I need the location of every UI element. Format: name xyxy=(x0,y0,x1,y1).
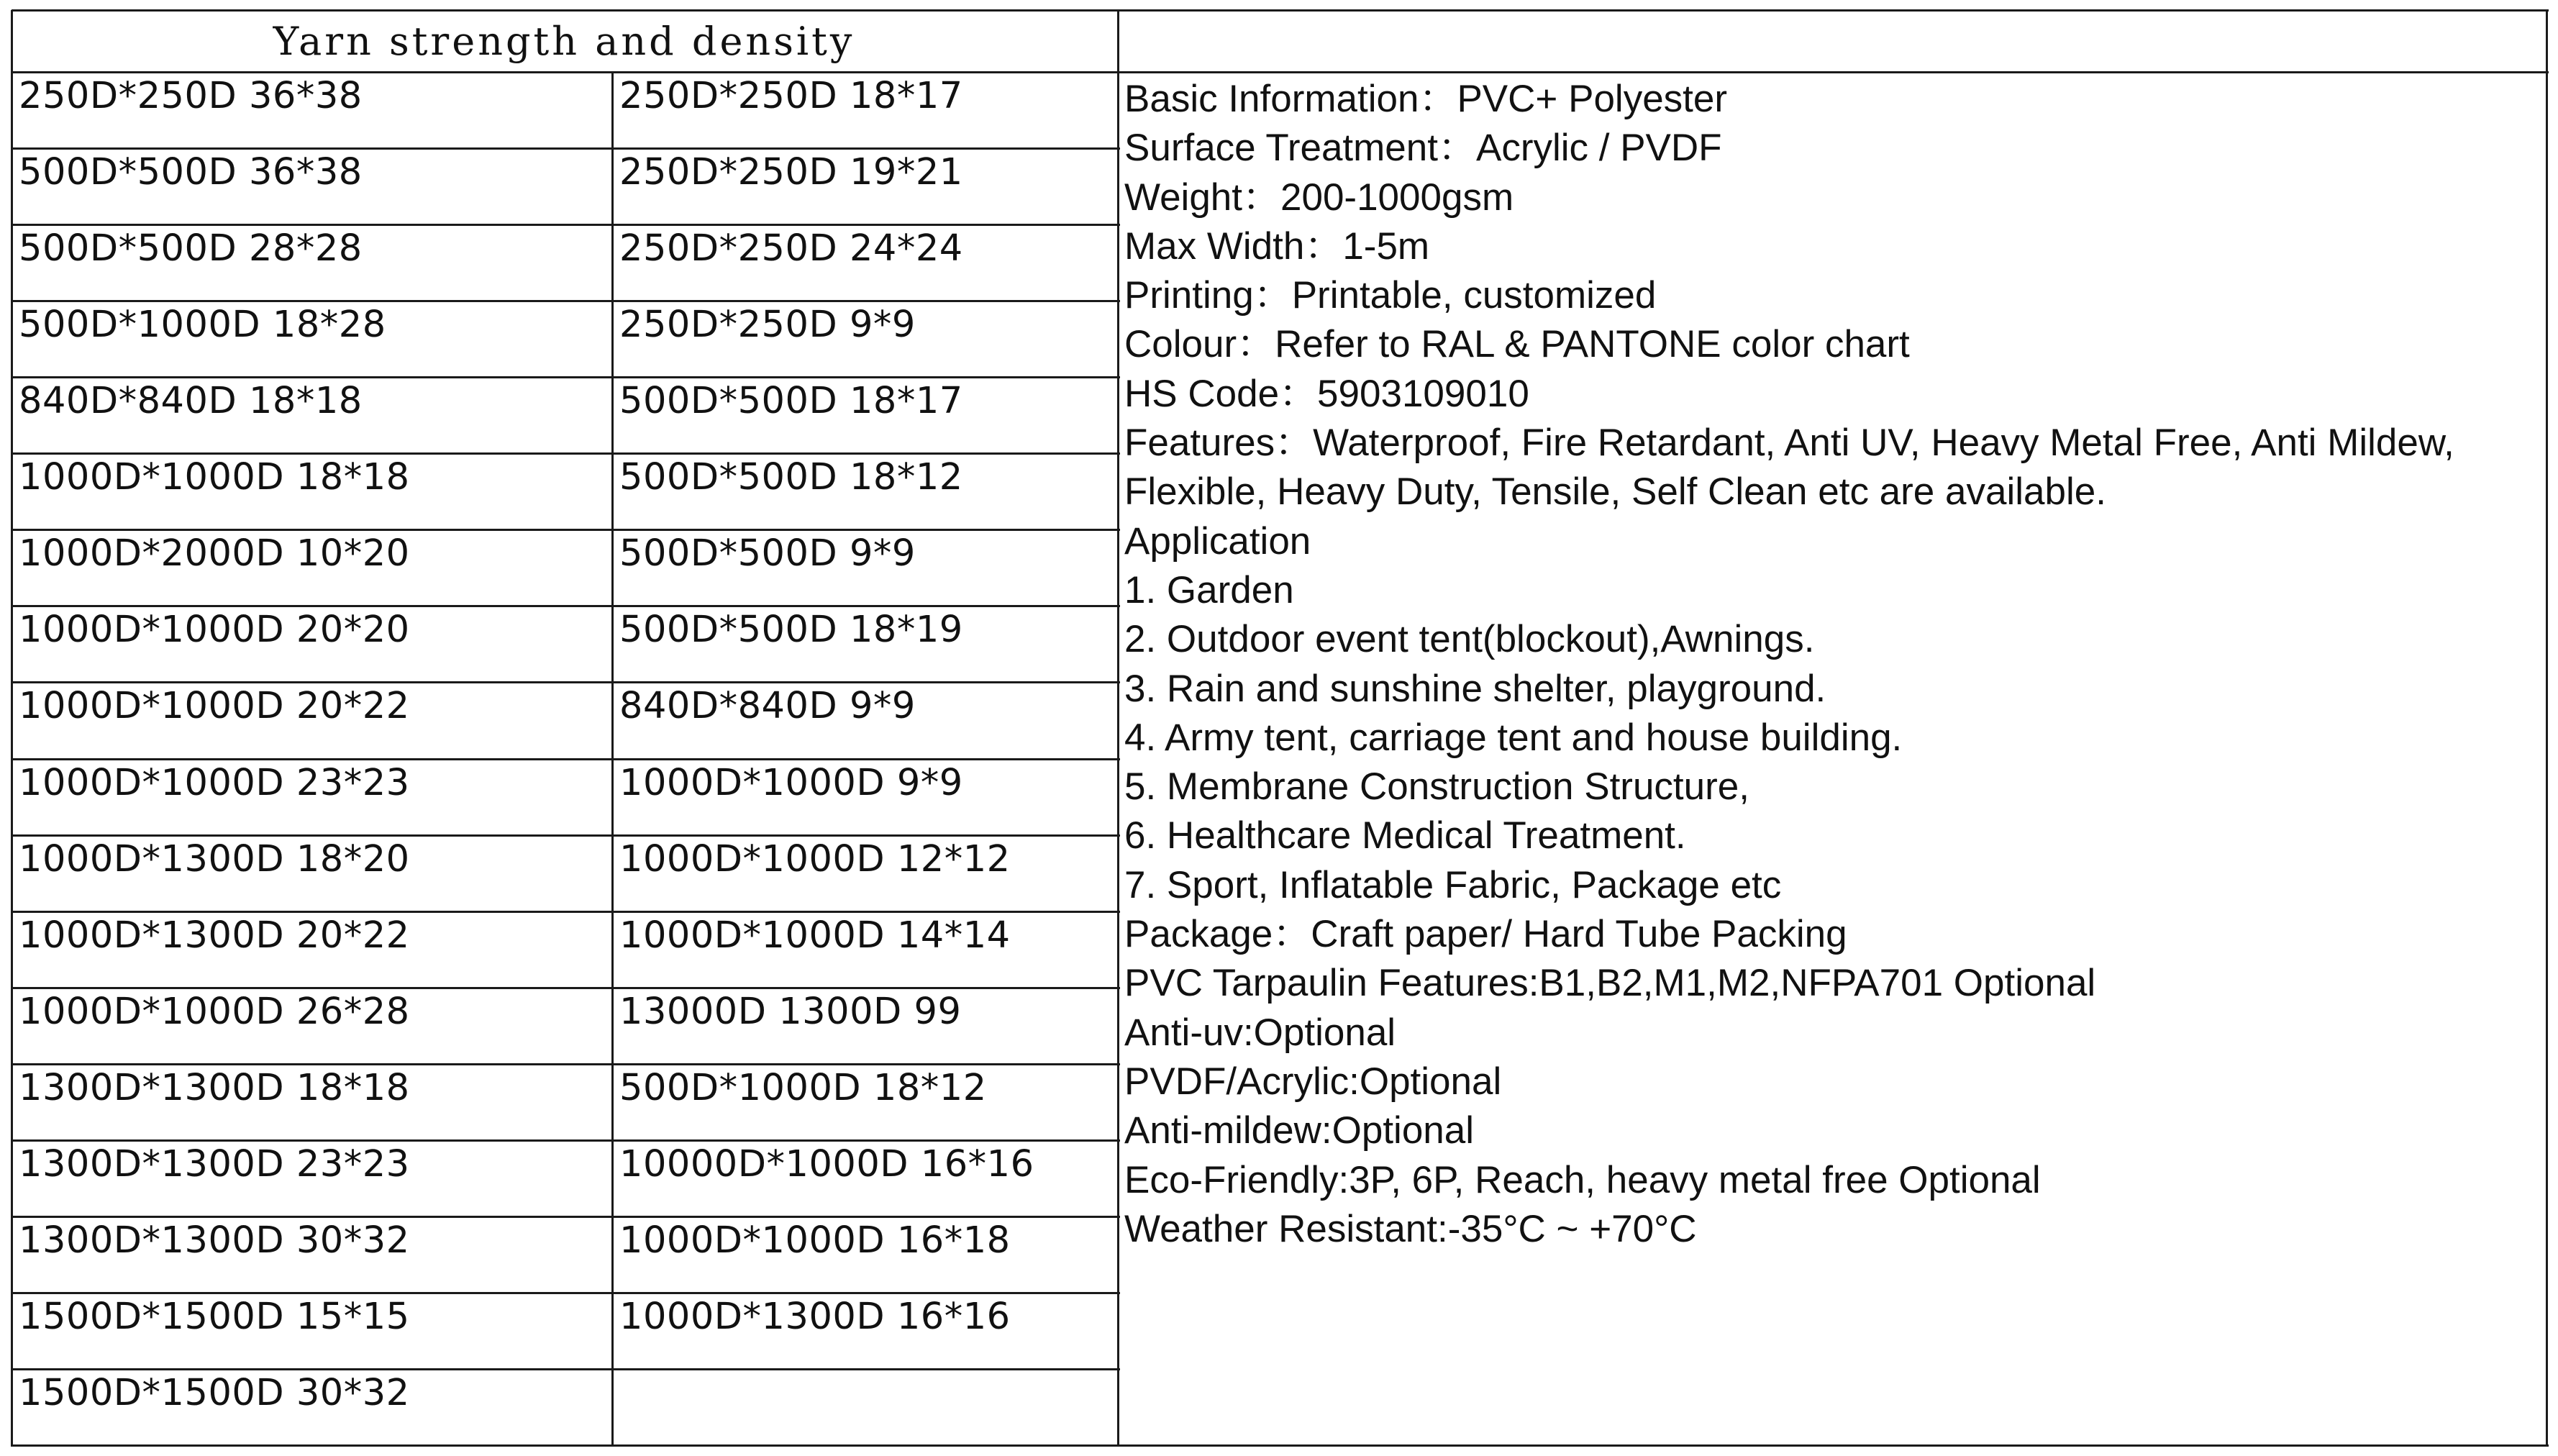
row-divider xyxy=(12,1139,1120,1142)
info-line: Anti-uv:Optional xyxy=(1124,1011,1396,1054)
yarn-spec-cell: 1500D*1500D 30*32 xyxy=(19,1371,410,1414)
row-divider xyxy=(12,605,1120,607)
row-divider xyxy=(12,376,1120,378)
info-line: 2. Outdoor event tent(blockout),Awnings. xyxy=(1124,618,1815,661)
yarn-spec-cell: 1000D*1300D 16*16 xyxy=(619,1295,1011,1338)
yarn-spec-cell: 840D*840D 18*18 xyxy=(19,380,363,423)
yarn-spec-cell: 1000D*1000D 12*12 xyxy=(619,837,1011,881)
info-line: Surface Treatment：Acrylic / PVDF xyxy=(1124,127,1722,170)
row-divider xyxy=(12,1216,1120,1218)
info-line: Eco-Friendly:3P, 6P, Reach, heavy metal free Optional xyxy=(1124,1158,2041,1201)
info-line: Weather Resistant:-35°C ~ +70°C xyxy=(1124,1207,1697,1250)
info-line: PVC Tarpaulin Features:B1,B2,M1,M2,NFPA701 Optional xyxy=(1124,962,2096,1005)
yarn-spec-cell: 1300D*1300D 30*32 xyxy=(19,1219,410,1262)
yarn-spec-cell: 1300D*1300D 23*23 xyxy=(19,1142,410,1186)
yarn-spec-cell: 500D*500D 28*28 xyxy=(19,227,363,270)
yarn-spec-cell: 500D*500D 36*38 xyxy=(19,151,363,194)
yarn-spec-cell: 1000D*1000D 9*9 xyxy=(619,761,963,804)
yarn-spec-cell: 250D*250D 24*24 xyxy=(619,227,963,270)
yarn-spec-cell: 250D*250D 19*21 xyxy=(619,151,963,194)
row-divider xyxy=(12,1063,1120,1065)
row-divider xyxy=(12,452,1120,455)
yarn-spec-cell: 500D*1000D 18*28 xyxy=(19,304,386,347)
yarn-spec-cell: 1000D*1000D 16*18 xyxy=(619,1219,1011,1262)
yarn-spec-cell: 500D*500D 18*17 xyxy=(619,380,963,423)
yarn-spec-cell: 250D*250D 9*9 xyxy=(619,304,916,347)
row-divider xyxy=(12,1292,1120,1294)
yarn-spec-cell: 1000D*1000D 14*14 xyxy=(619,914,1011,957)
yarn-spec-cell: 1000D*1000D 20*22 xyxy=(19,685,410,728)
yarn-spec-cell: 1500D*1500D 15*15 xyxy=(19,1295,410,1338)
info-line: 6. Healthcare Medical Treatment. xyxy=(1124,814,1686,857)
yarn-spec-cell: 1300D*1300D 18*18 xyxy=(19,1066,410,1109)
yarn-spec-cell: 500D*500D 9*9 xyxy=(619,532,916,575)
yarn-spec-cell: 500D*500D 18*19 xyxy=(619,609,963,652)
yarn-spec-cell: 1000D*2000D 10*20 xyxy=(19,532,410,575)
info-line: 4. Army tent, carriage tent and house building. xyxy=(1124,716,1903,759)
info-line: Features：Waterproof, Fire Retardant, Anti UV, Heavy Metal Free, Anti Mildew, xyxy=(1124,422,2454,465)
yarn-spec-cell: 1000D*1000D 18*18 xyxy=(19,456,410,499)
yarn-spec-cell: 1000D*1300D 20*22 xyxy=(19,914,410,957)
yarn-spec-cell: 1000D*1000D 26*28 xyxy=(19,990,410,1033)
info-line: 5. Membrane Construction Structure, xyxy=(1124,765,1749,809)
info-line: Anti-mildew:Optional xyxy=(1124,1109,1475,1152)
table-border-bottom xyxy=(12,1444,2549,1447)
product-info-list xyxy=(1124,75,2549,1254)
info-line: 3. Rain and sunshine shelter, playground. xyxy=(1124,667,1826,710)
info-line: Flexible, Heavy Duty, Tensile, Self Clean etc are available. xyxy=(1124,470,2106,514)
yarn-spec-cell: 500D*1000D 18*12 xyxy=(619,1066,987,1109)
yarn-spec-cell: 500D*500D 18*12 xyxy=(619,456,963,499)
yarn-spec-cell: 10000D*1000D 16*16 xyxy=(619,1142,1034,1186)
info-line: PVDF/Acrylic:Optional xyxy=(1124,1060,1502,1103)
yarn-spec-cell: 250D*250D 18*17 xyxy=(619,75,963,117)
row-divider xyxy=(12,987,1120,989)
yarn-table-title: Yarn strength and density xyxy=(273,18,855,64)
info-line: Colour：Refer to RAL & PANTONE color chart xyxy=(1124,323,1910,366)
info-line: Printing：Printable, customized xyxy=(1124,274,1657,317)
row-divider xyxy=(12,834,1120,837)
info-line: Package：Craft paper/ Hard Tube Packing xyxy=(1124,913,1847,956)
info-line: 7. Sport, Inflatable Fabric, Package etc xyxy=(1124,863,1782,906)
yarn-spec-cell: 1000D*1300D 18*20 xyxy=(19,837,410,881)
row-divider xyxy=(12,1368,1120,1370)
yarn-spec-cell: 1000D*1000D 20*20 xyxy=(19,609,410,652)
row-divider xyxy=(12,758,1120,760)
row-divider xyxy=(12,147,1120,150)
yarn-spec-cell: 13000D 1300D 99 xyxy=(619,990,962,1033)
row-divider xyxy=(12,224,1120,226)
yarn-spec-cell: 250D*250D 36*38 xyxy=(19,75,363,117)
info-line: Basic Information：PVC+ Polyester xyxy=(1124,78,1728,120)
info-line: Max Width：1-5m xyxy=(1124,224,1430,268)
info-line: Weight：200-1000gsm xyxy=(1124,176,1514,219)
yarn-spec-cell: 840D*840D 9*9 xyxy=(619,685,916,728)
row-divider xyxy=(12,300,1120,302)
info-line: Application xyxy=(1124,519,1311,563)
row-divider xyxy=(12,681,1120,683)
yarn-spec-cell: 1000D*1000D 23*23 xyxy=(19,761,410,804)
row-divider xyxy=(12,911,1120,913)
info-line: HS Code：5903109010 xyxy=(1124,372,1529,415)
info-line: 1. Garden xyxy=(1124,568,1294,611)
row-divider xyxy=(12,529,1120,531)
